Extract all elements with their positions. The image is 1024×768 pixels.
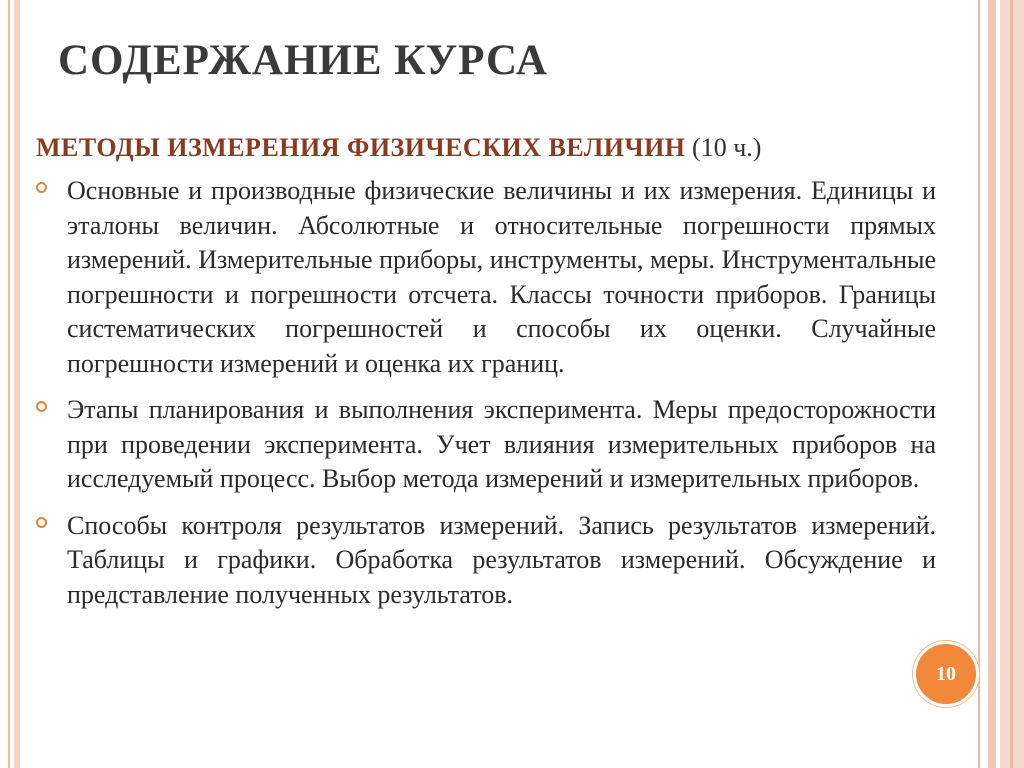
section-hours: (10 ч.) [692,133,762,162]
section-heading [36,133,761,163]
left-frame-line [8,0,10,768]
section-heading-text: МЕТОДЫ ИЗМЕРЕНИЯ ФИЗИЧЕСКИХ ВЕЛИЧИН [36,133,686,162]
list-item [36,509,936,613]
slide-title: СОДЕРЖАНИЕ КУРСА [58,37,548,84]
right-frame-stripe [1010,0,1013,768]
left-frame-band [14,0,20,768]
bullet-circle-icon [36,401,47,412]
bullet-text: Способы контроля результатов измерений. Запись результатов измерений. Таблицы и графики. Обработка результатов измерений. Обсуждение и представление полученных результатов. [67,510,936,609]
bullet-text: Основные и производные физические величины и их измерения. Единицы и эталоны величин. Абсолютные и относительные погрешности прямых измерений. Измерительные приборы, инструменты, меры. Инструментальные погрешности и погрешности отсчета. Классы точности приборов. Границы систематических погрешностей и способы их оценки. Случайные погрешности измерений и оценка их границ. [67,176,936,378]
bullet-circle-icon [36,182,47,193]
bullet-circle-icon [36,517,47,528]
right-frame-band [988,0,996,768]
bullet-list [36,174,936,624]
right-frame-line [978,0,980,768]
list-item [36,174,936,381]
page-number-badge: 10 [913,641,979,707]
bullet-text: Этапы планирования и выполнения эксперимента. Меры предосторожности при проведении эксперимента. Учет влияния измерительных приборов на исследуемый процесс. Выбор метода измерений и измерительных приборов. [67,395,936,493]
list-item [36,393,936,497]
